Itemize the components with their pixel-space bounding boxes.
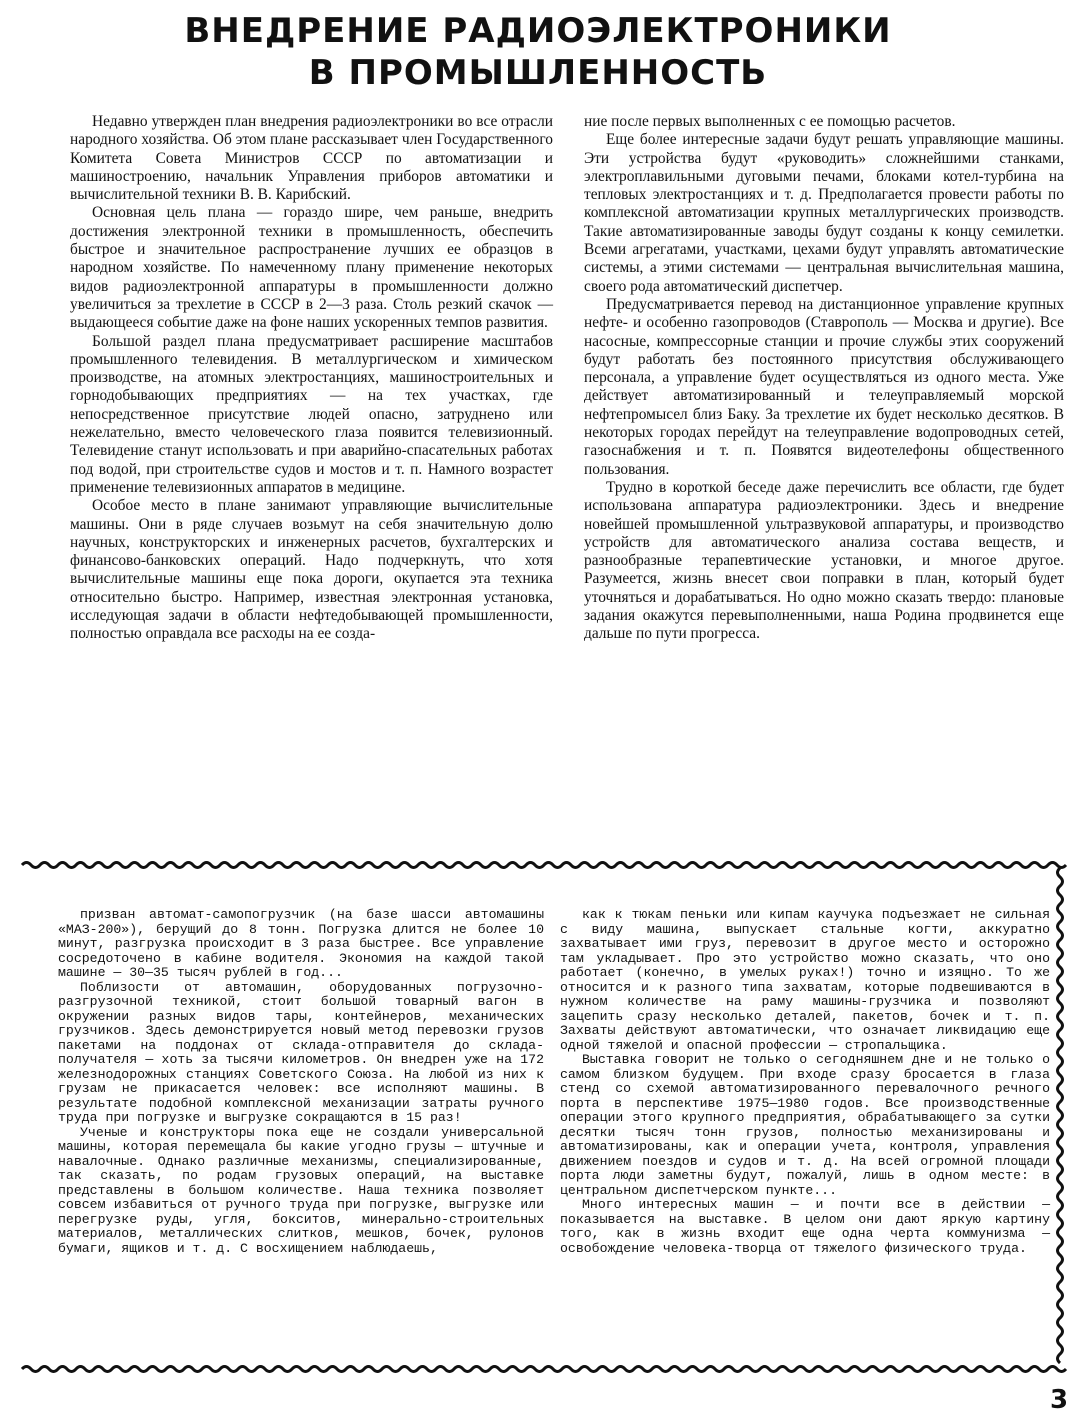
paragraph: Предусматривается перевод на дистанционное управление крупных нефте- и особенно газопроводов (Ставрополь — Москва и другие). Все насосные, компрессорные станции и прочие службы этих сооружений будут работать без постоянного присутствия обслуживающего персонала, а управление будет осуществляться из одного места. Уже действует автоматизированный и телеуправляемый морской нефтепромысел близ Баку. За трехлетие их будет несколько десятков. В некоторых городах перейдут на телеуправление водопроводных сетей, газоснабжения и т. п. Появятся видеотелефоны общественного пользования. — [584, 295, 1064, 478]
title-line-1: ВНЕДРЕНИЕ РАДИОЭЛЕКТРОНИКИ — [184, 11, 892, 51]
article-title — [0, 10, 1076, 94]
article-right-column — [584, 113, 1064, 644]
paragraph: Много интересных машин — и почти все в действии — показывается на выставке. В целом они дают яркую картину того, как в жизнь входит еще одна черта коммунизма — освобождение человека-творца от тяжелого физического труда. — [560, 1197, 1050, 1256]
wavy-divider-top — [0, 858, 1076, 872]
paragraph: Особое место в плане занимают управляющие вычислительные машины. Они в ряде случаев возьмут на себя значительную долю научных, конструкторских и инженерных расчетов, бухгалтерских и финансово-банковских операций. Надо подчеркнуть, что хотя вычислительные машины еще пока дороги, окупается эта техника относительно быстро. Например, известная электронная установка, исследующая задачи в области нефтедобывающей промышленности, полностью оправдала все расходы на ее созда- — [70, 497, 553, 643]
paragraph: Ученые и конструкторы пока еще не создали универсальной машины, которая перемещала бы какие угодно грузы — штучные и навалочные. Однако различные механизмы, специализированные, так сказать, по родам грузовых операций, на выставке представлены в большом количестве. Наша техника позволяет совсем избавиться от ручного труда при погрузке, выгрузке или перегрузке руды, угля, бокситов, минерально-строительных материалов, металлических слитков, мешков, бочек, рулонов бумаги, ящиков и т. д. С восхищением наблюдаешь, — [58, 1124, 544, 1256]
title-line-2: В ПРОМЫШЛЕННОСТЬ — [308, 53, 768, 93]
paragraph: Выставка говорит не только о сегодняшнем дне и не только о самом близком будущем. При входе сразу бросается в глаза стенд со схемой автоматизированного перевалочного речного порта в перспективе 1975—1980 годов. Все производственные операции этого крупного предприятия, обрабатывающего за сутки десятки тысяч тонн грузов, полностью механизированы и автоматизированы, как и операции учета, контроля, управления движением поездов и судов и т. д. На всей огромной площади порта люди заметны будут, пожалуй, лишь в одном месте: в центральном диспетчерском пункте... — [560, 1052, 1050, 1198]
wavy-divider-bottom — [0, 1362, 1076, 1376]
page-number: 3 — [1050, 1385, 1069, 1415]
wavy-line — [22, 1367, 1066, 1372]
paragraph: Поблизости от автомашин, оборудованных погрузочно-разгрузочной техникой, стоит большой товарный вагон в окружении разных видов тары, контейнеров, механических грузчиков. Здесь демонстрируется новый метод перевозки грузов пакетами на поддонах от склада-отправителя до склада-получателя — хоть за тысячи километров. Он внедрен уже на 172 железнодорожных станциях Советского Союза. На любой из них к грузам не прикасается человек: все исполняют машины. В результате подобной комплексной механизации затраты ручного труда при погрузке и выгрузке сокращаются в 15 раз! — [58, 979, 544, 1125]
exhibition-left-column — [58, 908, 544, 1256]
paragraph: Трудно в короткой беседе даже перечислить все области, где будет использована аппаратура радиоэлектроники. Здесь и внедрение новейшей промышленной ультразвуковой аппаратуры, и производство устройств для автоматического анализа состава веществ, и разнообразные терапевтические установки, и многое другое. Разумеется, жизнь внесет свои поправки в план, который будет уточняться и дорабатываться. Но одно можно сказать твердо: плановые задания окажутся перевыполненными, наша Родина продвинется еще дальше по пути прогресса. — [584, 478, 1064, 643]
paragraph: Основная цель плана — гораздо шире, чем раньше, внедрить достижения электронной техники в промышленность, обеспечить быстрое и значительное распространение лучших ее образцов в народном хозяйстве. По намеченному плану применение некоторых видов радиоэлектронной аппаратуры в промышленности должно увеличиться за трехлетие в СССР в 2—3 раза. Столь резкий скачок — выдающееся событие даже на фоне наших ускоренных темпов развития. — [70, 204, 553, 332]
paragraph-continuation: как к тюкам пеньки или кипам каучука подъезжает не сильная с виду машина, выпускает стальные когти, аккуратно захватывает ими груз, перевозит в другое место и осторожно там укладывает. Про это устройство можно сказать, что оно работает (конечно, в умелых руках!) точно и изящно. То же относится и к разного типа захватам, которые подвешиваются в нужном количестве на раму машины-грузчика и позволяют зацепить сразу несколько деталей, пакетов, бочек и т. п. Захваты действуют автоматически, что означает ликвидацию еще одной тяжелой и опасной профессии — стропальщика. — [560, 907, 1050, 1053]
paragraph-continuation: призван автомат-самопогрузчик (на базе шасси автомашины «МАЗ-200»), берущий до 8 тонн. Погрузка длится не более 10 минут, разгрузка происходит в 3 раза быстрее. Все управление сосредоточено в кабине водителя. Экономия на каждой такой машине — 30—35 тысяч рублей в год... — [58, 907, 544, 980]
paragraph: Большой раздел плана предусматривает расширение масштабов промышленного телевидения. В металлургическом и химическом производстве, на атомных электростанциях, машиностроительных и горнодобывающих предприятиях — на тех участках, где непосредственное присутствие людей опасно, затруднено или нежелательно, вместо человеческого глаза появится телевизионный. Телевидение станут использовать и при аварийно-спасательных работах под водой, при строительстве судов и мостов и т. п. Намного возрастет применение телевизионных аппаратов в медицине. — [70, 332, 553, 496]
paragraph: Недавно утвержден план внедрения радиоэлектроники во все отрасли народного хозяйства. Об этом плане рассказывает член Государственного Комитета Совета Министров СССР по автоматизации и машиностроению, начальник Управления приборов автоматики и вычислительной техники В. В. Карибский. — [70, 113, 553, 204]
paragraph-continuation: ние после первых выполненных с ее помощью расчетов. — [584, 113, 956, 130]
article-left-column — [70, 113, 553, 644]
wavy-line — [1058, 868, 1063, 1363]
wavy-divider-right — [1050, 868, 1070, 1368]
wavy-line — [22, 863, 1066, 868]
exhibition-right-column — [560, 908, 1050, 1256]
paragraph: Еще более интересные задачи будут решать управляющие машины. Эти устройства будут «руководить» сложнейшими станками, электроплавильными дуговыми печами, блоками котел-турбина на тепловых электростанциях и т. д. Предполагается провести работы по комплексной автоматизации крупных металлургических производств. Такие автоматизированные заводы будут созданы к концу семилетки. Всеми агрегатами, участками, цехами будут управлять автоматические системы, а этими системами — центральная вычислительная машина, своего рода автоматический диспетчер. — [584, 131, 1064, 295]
